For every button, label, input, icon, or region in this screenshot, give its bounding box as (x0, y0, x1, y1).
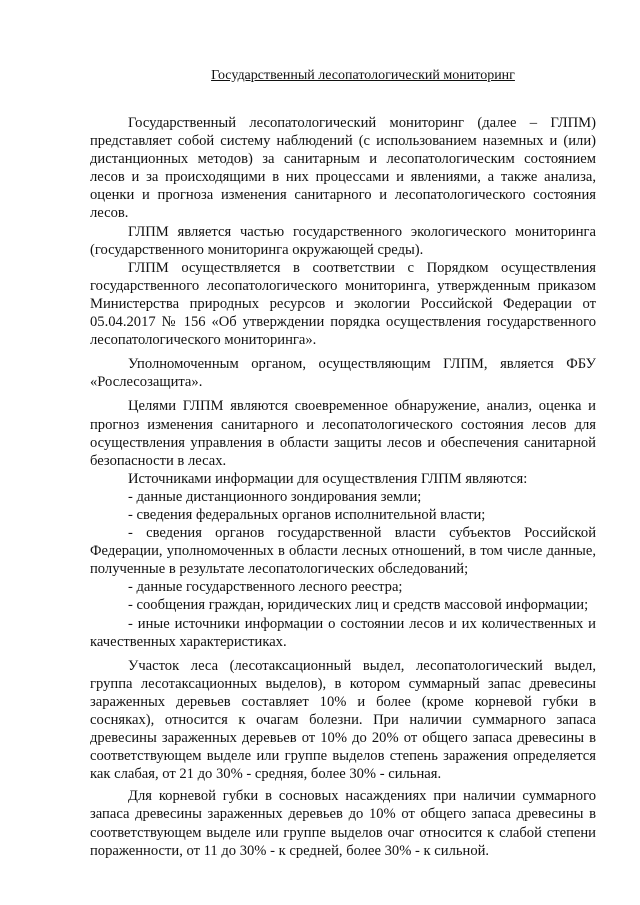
list-item: - данные дистанционного зондирования земли; (128, 488, 422, 505)
sources-list (90, 488, 596, 651)
paragraph-sources-intro: Источниками информации для осуществления ГЛПМ являются: (128, 470, 528, 487)
paragraph-root-fungus: Для корневой губки в сосновых насаждениях при наличии суммарного запаса древесины зараженных деревьев до 10% от общего запаса древесины в соответствующем выделе или группе выделов очаг относится к слабой степени пораженности, от 11 до 30% - к средней, более 30% - к сильной. (90, 788, 596, 859)
paragraph-goals: Целями ГЛПМ являются своевременное обнаружение, анализ, оценка и прогноз изменения санитарного и лесопатологического состояния лесов для осуществления управления в области защиты лесов и обеспечения санитарной безопасности в лесах. (90, 398, 596, 469)
list-item: - данные государственного лесного реестра; (128, 579, 403, 596)
paragraph-disease-foci: Участок леса (лесотаксационный выдел, лесопатологический выдел, группа лесотаксационных выделов), в котором суммарный запас древесины зараженных деревьев составляет 10% и более (кроме корневой губки в сосняках), относится к очагам болезни. При наличии суммарного запаса древесины зараженных деревьев от 10% до 20% от общего запаса древесины в соответствующем выделе или группе выделов степень заражения определяется как слабая, от 21 до 30% - средняя, более 30% - сильная. (90, 657, 596, 783)
list-item: - иные источники информации о состоянии лесов и их количественных и качественных характеристиках. (90, 615, 596, 650)
page-title: Государственный лесопатологический мониторинг (211, 68, 515, 83)
list-item: - сообщения граждан, юридических лиц и средств массовой информации; (128, 597, 589, 614)
list-item: - сведения федеральных органов исполнительной власти; (128, 506, 486, 523)
paragraph-definition: Государственный лесопатологический мониторинг (далее – ГЛПМ) представляет собой систему наблюдений (с использованием наземных и (или) дистанционных методов) за санитарным и лесопатологическим состоянием лесов и за происходящими в них процессами и явлениями, а также анализа, оценки и прогноза изменения санитарного и лесопатологического состояния лесов. (90, 115, 596, 222)
document-page (90, 66, 596, 860)
list-item: - сведения органов государственной власти субъектов Российской Федерации, уполномоченных в области лесных отношений, в том числе данные, полученные в результате лесопатологических обследований; (90, 525, 596, 578)
paragraph-part-of-monitoring: ГЛПМ является частью государственного экологического мониторинга (государственного мониторинга окружающей среды). (90, 223, 596, 258)
paragraph-legal-basis: ГЛПМ осуществляется в соответствии с Порядком осуществления государственного лесопатологического мониторинга, утвержденным приказом Министерства природных ресурсов и экологии Российской Федерации от 05.04.2017 № 156 «Об утверждении порядка осуществления государственного лесопатологического мониторинга». (90, 259, 596, 349)
paragraph-authorized-body: Уполномоченным органом, осуществляющим ГЛПМ, является ФБУ «Рослесозащита». (90, 356, 596, 391)
